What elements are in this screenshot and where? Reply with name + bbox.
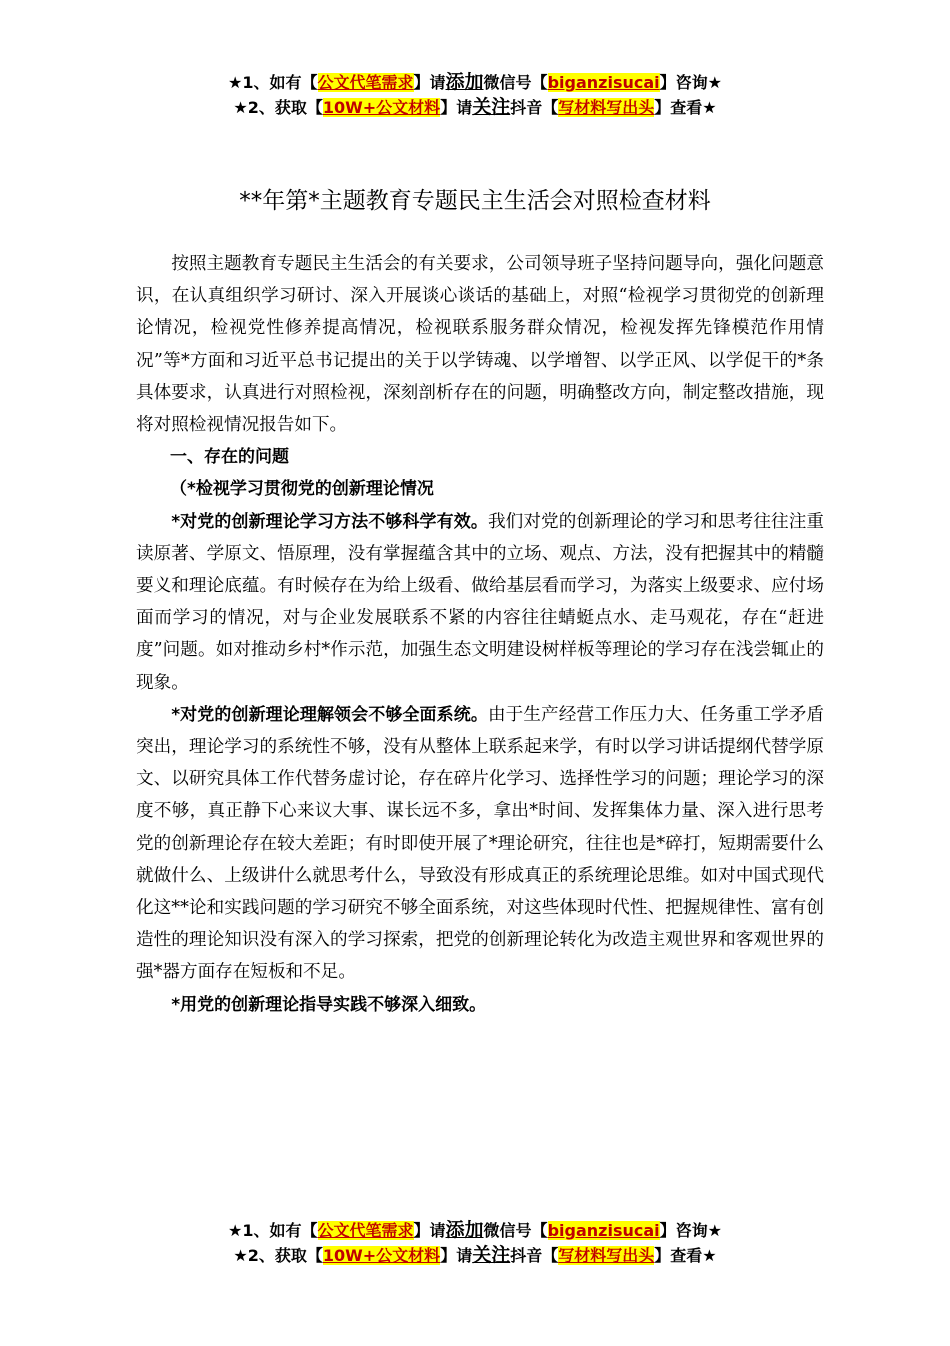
subsection-heading: （*检视学习贯彻党的创新理论情况	[170, 479, 434, 500]
top-banner	[0, 70, 950, 120]
banner-highlight-materials[interactable]: 10W+公文材料	[322, 1246, 441, 1265]
banner-highlight-douyin[interactable]: 写材料写出头	[558, 1246, 655, 1265]
banner-highlight-wechat[interactable]: biganzisucai	[547, 73, 660, 92]
banner-highlight-douyin[interactable]: 写材料写出头	[558, 98, 655, 117]
banner-text: 】请	[440, 98, 473, 117]
banner-emphasis: 添加	[445, 71, 484, 93]
banner-text: 】查看★	[654, 98, 717, 117]
bottom-banner	[0, 1218, 950, 1268]
banner-highlight-service[interactable]: 公文代笔需求	[317, 1221, 414, 1240]
document-title: **年第*主题教育专题民主生活会对照检查材料	[239, 188, 711, 214]
banner-highlight-service[interactable]: 公文代笔需求	[317, 73, 414, 92]
paragraph-lead: *对党的创新理论学习方法不够科学有效。	[171, 511, 488, 532]
banner-text: 】请	[413, 73, 446, 92]
banner-emphasis: 关注	[472, 1244, 511, 1266]
paragraph-text: 由于生产经营工作压力大、任务重工学矛盾突出，理论学习的系统性不够，没有从整体上联系起来学，有时以学习讲话提纲代替学原文、以研究具体工作代替务虚讨论，存在碎片化学习、选择性学习的问题；理论学习的深度不够，真正静下心来议大事、谋长远不多，拿出*时间、发挥集体力量、深入进行思考党的创新理论存在较大差距；有时即使开展了*理论研究，往往也是*碎打，短期需要什么就做什么、上级讲什么就思考什么，导致没有形成真正的系统理论思维。如对中国式现代化这**论和实践问题的学习研究不够全面系统，对这些体现时代性、把握规律性、富有创造性的理论知识没有深入的学习探索，把党的创新理论转化为改造主观世界和客观世界的强*器方面存在短板和不足。	[136, 704, 825, 983]
banner-text: 】咨询★	[659, 73, 722, 92]
banner-emphasis: 添加	[445, 1219, 484, 1241]
banner-line-1	[0, 1218, 950, 1243]
banner-text: 】请	[440, 1246, 473, 1265]
banner-text: 微信号【	[483, 1221, 548, 1240]
banner-text: ★2、获取【	[233, 1246, 323, 1265]
banner-line-1	[0, 70, 950, 95]
paragraph-lead: *用党的创新理论指导实践不够深入细致。	[171, 994, 487, 1015]
banner-text: ★1、如有【	[228, 1221, 318, 1240]
banner-text: ★1、如有【	[228, 73, 318, 92]
section-heading: 一、存在的问题	[170, 447, 289, 468]
banner-line-2	[0, 95, 950, 120]
banner-text: 】咨询★	[659, 1221, 722, 1240]
banner-text: 】请	[413, 1221, 446, 1240]
banner-highlight-materials[interactable]: 10W+公文材料	[322, 98, 441, 117]
banner-text: ★2、获取【	[233, 98, 323, 117]
banner-text: 】查看★	[654, 1246, 717, 1265]
banner-highlight-wechat[interactable]: biganzisucai	[547, 1221, 660, 1240]
banner-text: 抖音【	[510, 1246, 559, 1265]
intro-paragraph: 按照主题教育专题民主生活会的有关要求，公司领导班子坚持问题导向，强化问题意识，在认真组织学习研讨、深入开展谈心谈话的基础上，对照“检视学习贯彻党的创新理论情况，检视党性修养提高情况，检视联系服务群众情况，检视发挥先锋模范作用情况”等*方面和习近平总书记提出的关于以学铸魂、以学增智、以学正风、以学促干的*条具体要求，认真进行对照检视，深刻剖析存在的问题，明确整改方向，制定整改措施，现将对照检视情况报告如下。	[136, 254, 824, 436]
banner-text: 抖音【	[510, 98, 559, 117]
banner-line-2	[0, 1243, 950, 1268]
body-paragraph	[136, 989, 824, 1021]
document-body	[136, 248, 824, 1021]
paragraph-lead: *对党的创新理论理解领会不够全面系统。	[171, 704, 488, 725]
body-paragraph	[136, 506, 824, 699]
banner-emphasis: 关注	[472, 96, 511, 118]
body-paragraph	[136, 699, 824, 989]
paragraph-text: 我们对党的创新理论的学习和思考往往注重读原著、学原文、悟原理，没有掌握蕴含其中的立场、观点、方法，没有把握其中的精髓要义和理论底蕴。有时候存在为给上级看、做给基层看而学习，为落实上级要求、应付场面而学习的情况，对与企业发展联系不紧的内容往往蜻蜓点水、走马观花，存在“赶进度”问题。如对推动乡村*作示范，加强生态文明建设树样板等理论的学习存在浅尝辄止的现象。	[136, 511, 825, 693]
banner-text: 微信号【	[483, 73, 548, 92]
